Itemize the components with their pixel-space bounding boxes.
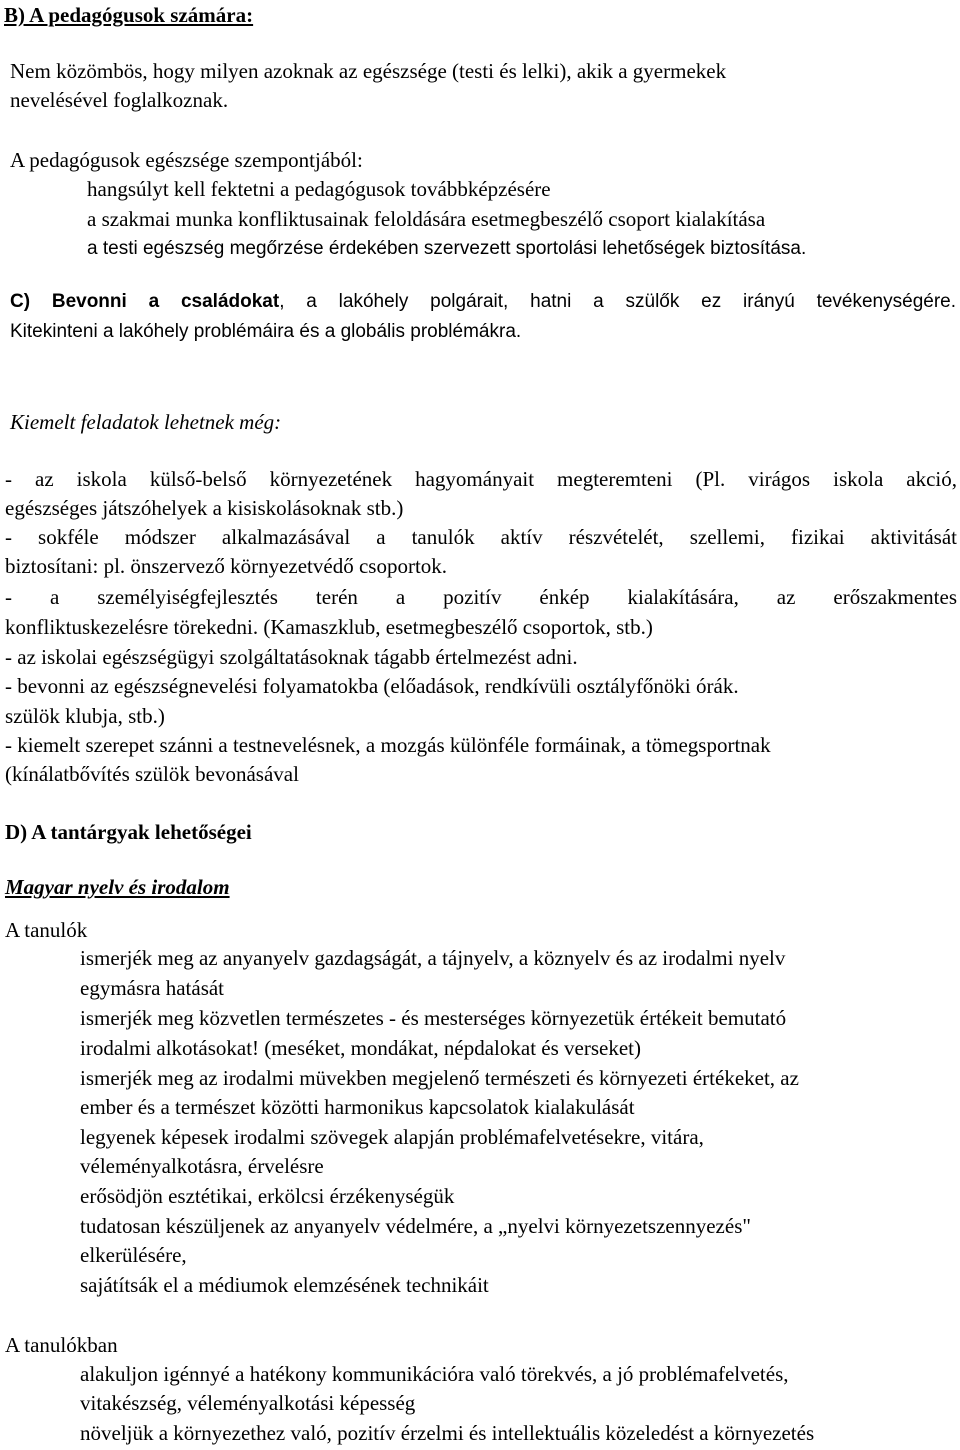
health-title: A pedagógusok egészsége szempontjából:	[10, 148, 363, 172]
group-1-line: irodalmi alkotásokat! (meséket, mondákat, népdalokat és verseket)	[80, 1036, 641, 1060]
kiemelt-line: - sokféle módszer alkalmazásával a tanulók aktív részvételét, szellemi, fizikai aktivitását	[5, 525, 957, 549]
kiemelt-line: egészséges játszóhelyek a kisiskolásoknak stb.)	[5, 496, 404, 520]
group-1-line: legyenek képesek irodalmi szövegek alapján problémafelvetésekre, vitára,	[80, 1125, 704, 1149]
group-2-line: vitakészség, véleményalkotási képesség	[80, 1391, 416, 1415]
section-b-heading-text: B) A pedagógusok számára:	[4, 3, 254, 27]
kiemelt-title: Kiemelt feladatok lehetnek még:	[10, 410, 282, 434]
kiemelt-line: biztosítani: pl. önszervező környezetvédő csoportok.	[5, 554, 448, 578]
group-1-line: ember és a természet közötti harmonikus kapcsolatok kialakulását	[80, 1095, 635, 1119]
group-1-line: egymásra hatását	[80, 976, 225, 1000]
group-1-line: elkerülésére,	[80, 1243, 187, 1267]
kiemelt-line: - az iskolai egészségügyi szolgáltatásoknak tágabb értelmezést adni.	[5, 645, 578, 669]
group-1-line: erősödjön esztétikai, erkölcsi érzékenységük	[80, 1184, 455, 1208]
group-1-line: sajátítsák el a médiumok elemzésének technikáit	[80, 1273, 489, 1297]
group-2-title: A tanulókban	[5, 1333, 118, 1357]
health-point: hangsúlyt kell fektetni a pedagógusok továbbképzésére	[87, 177, 551, 201]
group-2-line: alakuljon igénnyé a hatékony kommunikációra való törekvés, a jó problémafelvetés,	[80, 1362, 789, 1386]
health-point: a szakmai munka konfliktusainak feloldására esetmegbeszélő csoport kialakítása	[87, 207, 766, 231]
section-c-line-2: Kitekinteni a lakóhely problémáira és a globális problémákra.	[10, 321, 522, 342]
section-c-line-1	[10, 290, 956, 314]
kiemelt-line: konfliktuskezelésre törekedni. (Kamaszklub, esetmegbeszélő csoportok, stb.)	[5, 615, 653, 639]
group-1-line: ismerjék meg közvetlen természetes - és mesterséges környezetük értékeit bemutató	[80, 1006, 787, 1030]
group-1-line: véleményalkotásra, érvelésre	[80, 1154, 324, 1178]
section-b-heading	[4, 3, 253, 27]
subject-title: Magyar nyelv és irodalom	[5, 875, 230, 899]
kiemelt-line: - bevonni az egészségnevelési folyamatokba (előadások, rendkívüli osztályfőnöki órák.	[5, 674, 739, 698]
group-2-line: növeljük a környezethez való, pozitív érzelmi és intellektuális közeledést a környezetés	[80, 1421, 815, 1445]
group-1-line: ismerjék meg az irodalmi müvekben megjelenő természeti és környezeti értékeket, az	[80, 1066, 799, 1090]
kiemelt-line: - kiemelt szerepet szánni a testnevelésnek, a mozgás különféle formáinak, a tömegsportnak	[5, 733, 771, 757]
section-b-intro-2: nevelésével foglalkoznak.	[10, 88, 229, 112]
health-point: a testi egészség megőrzése érdekében szervezett sportolási lehetőségek biztosítása.	[87, 238, 807, 259]
kiemelt-line: szülök klubja, stb.)	[5, 704, 165, 728]
kiemelt-line: (kínálatbővítés szülök bevonásával	[5, 762, 299, 786]
section-c-line-1-rest: , a lakóhely polgárait, hatni a szülők ez irányú tevékenységére.	[279, 291, 956, 312]
kiemelt-line: - a személyiségfejlesztés terén a pozitív énkép kialakítására, az erőszakmentes	[5, 585, 957, 609]
group-1-line: tudatosan készüljenek az anyanyelv védelmére, a „nyelvi környezetszennyezés"	[80, 1214, 751, 1238]
group-1-title: A tanulók	[5, 918, 88, 942]
group-1-line: ismerjék meg az anyanyelv gazdagságát, a tájnyelv, a köznyelv és az irodalmi nyelv	[80, 946, 786, 970]
kiemelt-line: - az iskola külső-belső környezetének hagyományait megteremteni (Pl. virágos iskola akció,	[5, 467, 957, 491]
section-b-intro-1: Nem közömbös, hogy milyen azoknak az egészsége (testi és lelki), akik a gyermekek	[10, 59, 727, 83]
section-c-label: C) Bevonni a családokat	[10, 291, 280, 312]
section-d-heading: D) A tantárgyak lehetőségei	[5, 820, 252, 844]
